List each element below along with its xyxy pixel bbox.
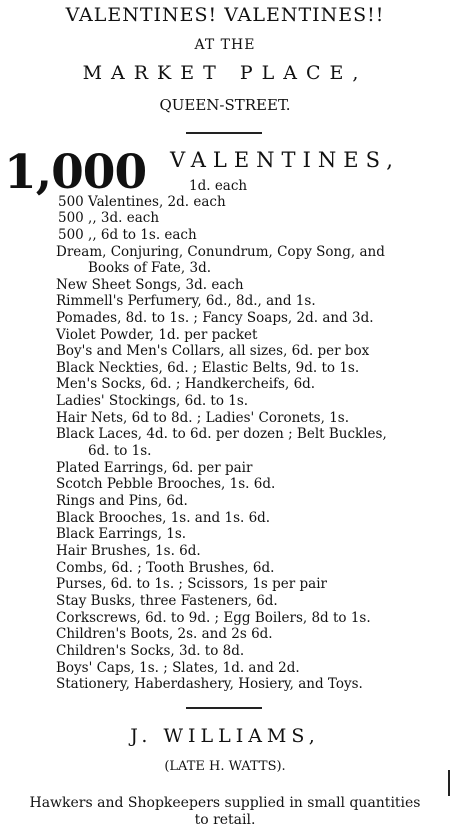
- list-item: 1d. each: [189, 178, 248, 194]
- list-item: Hair Nets, 6d to 8d. ; Ladies' Coronets, 1s.: [56, 410, 349, 426]
- list-item: 500 Valentines, 2d. each: [58, 194, 226, 210]
- list-item: Pomades, 8d. to 1s. ; Fancy Soaps, 2d. and 3d.: [56, 310, 374, 326]
- list-item: Stay Busks, three Fasteners, 6d.: [56, 593, 278, 609]
- divider-top: [186, 132, 262, 134]
- list-item: Black Brooches, 1s. and 1s. 6d.: [56, 510, 271, 526]
- list-item: Rimmell's Perfumery, 6d., 8d., and 1s.: [56, 293, 316, 309]
- list-item: 6d. to 1s.: [88, 443, 152, 459]
- footer-note-line2: to retail.: [194, 812, 256, 828]
- header-street: QUEEN-STREET.: [159, 96, 291, 114]
- list-item: 500 ,, 6d to 1s. each: [58, 227, 197, 243]
- footer-note: [0, 795, 450, 829]
- list-item: Purses, 6d. to 1s. ; Scissors, 1s per pair: [56, 576, 327, 592]
- list-item: Rings and Pins, 6d.: [56, 493, 188, 509]
- header-market-place: MARKET PLACE,: [82, 62, 368, 84]
- list-item: Hair Brushes, 1s. 6d.: [56, 543, 201, 559]
- list-item: New Sheet Songs, 3d. each: [56, 277, 244, 293]
- list-item: Dream, Conjuring, Conundrum, Copy Song, and: [56, 244, 385, 260]
- list-item: Books of Fate, 3d.: [88, 260, 212, 276]
- list-item: Combs, 6d. ; Tooth Brushes, 6d.: [56, 560, 275, 576]
- list-item: Children's Socks, 3d. to 8d.: [56, 643, 245, 659]
- list-item: Violet Powder, 1d. per packet: [56, 327, 258, 343]
- list-item: Men's Socks, 6d. ; Handkercheifs, 6d.: [56, 376, 316, 392]
- list-item: Children's Boots, 2s. and 2s 6d.: [56, 626, 273, 642]
- footer-note-line1: Hawkers and Shopkeepers supplied in small quantities: [29, 795, 421, 811]
- list-item: Boy's and Men's Collars, all sizes, 6d. per box: [56, 343, 370, 359]
- headline-title: VALENTINES,: [170, 148, 400, 172]
- list-item: Black Earrings, 1s.: [56, 526, 187, 542]
- headline-number: 1,000: [4, 145, 147, 200]
- merchant-late: (LATE H. WATTS).: [164, 759, 286, 774]
- list-item: Scotch Pebble Brooches, 1s. 6d.: [56, 476, 276, 492]
- list-item: Corkscrews, 6d. to 9d. ; Egg Boilers, 8d to 1s.: [56, 610, 371, 626]
- list-item: Ladies' Stockings, 6d. to 1s.: [56, 393, 249, 409]
- list-item: Stationery, Haberdashery, Hosiery, and Toys.: [56, 676, 363, 692]
- list-item: Black Neckties, 6d. ; Elastic Belts, 9d. to 1s.: [56, 360, 360, 376]
- header-at: AT THE: [194, 37, 256, 53]
- list-item: Boys' Caps, 1s. ; Slates, 1d. and 2d.: [56, 660, 300, 676]
- divider-bottom: [186, 707, 262, 709]
- merchant-name: J. WILLIAMS,: [130, 725, 320, 747]
- list-item: Plated Earrings, 6d. per pair: [56, 460, 253, 476]
- list-item: 500 ,, 3d. each: [58, 210, 160, 226]
- list-item: Black Laces, 4d. to 6d. per dozen ; Belt Buckles,: [56, 426, 387, 442]
- header-title: VALENTINES! VALENTINES!!: [65, 4, 385, 26]
